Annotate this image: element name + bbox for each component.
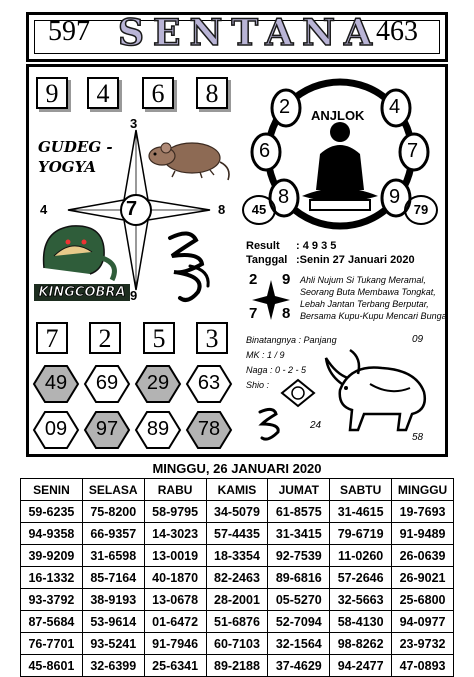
header-left-number: 597 bbox=[48, 16, 90, 47]
table-cell: 79-6719 bbox=[330, 523, 392, 545]
poem-line: Bersama Kupu-Kupu Mencari Bunga. bbox=[300, 311, 450, 321]
table-cell: 14-3023 bbox=[144, 523, 206, 545]
star-center-digit: 7 bbox=[126, 198, 138, 220]
info-line: MK : 1 / 9 bbox=[246, 350, 285, 360]
hexagon-number: 09 bbox=[44, 418, 68, 440]
table-cell: 18-3354 bbox=[206, 545, 268, 567]
table-cell: 32-5663 bbox=[330, 589, 392, 611]
table-cell: 37-4629 bbox=[268, 655, 330, 677]
mini-star-digit: 9 bbox=[282, 271, 291, 288]
mini-star-digit: 2 bbox=[249, 271, 258, 288]
table-cell: 66-9357 bbox=[82, 523, 144, 545]
table-cell: 47-0893 bbox=[392, 655, 454, 677]
table-header-cell: RABU bbox=[144, 479, 206, 501]
table-header-row bbox=[21, 479, 454, 501]
info-line: Naga : 0 - 2 - 5 bbox=[246, 365, 307, 375]
star-right-digit: 8 bbox=[218, 202, 226, 217]
mid-digit-box: 3 bbox=[196, 322, 228, 354]
table-cell: 76-7701 bbox=[21, 633, 83, 655]
table-cell: 60-7103 bbox=[206, 633, 268, 655]
table-cell: 61-8575 bbox=[268, 501, 330, 523]
mini-star-digit: 7 bbox=[249, 305, 258, 322]
table-cell: 23-9732 bbox=[392, 633, 454, 655]
table-cell: 94-0977 bbox=[392, 611, 454, 633]
table-cell: 05-5270 bbox=[268, 589, 330, 611]
mini-star-digit: 8 bbox=[282, 305, 291, 322]
wheel-left-badge: 45 bbox=[242, 195, 276, 225]
hexagon-number: 63 bbox=[197, 372, 221, 394]
table-header-cell: JUMAT bbox=[268, 479, 330, 501]
table-cell: 39-9209 bbox=[21, 545, 83, 567]
info-line: Shio : bbox=[246, 380, 270, 390]
top-digit-box: 8 bbox=[196, 77, 228, 109]
table-cell: 34-5079 bbox=[206, 501, 268, 523]
table-cell: 16-1332 bbox=[21, 567, 83, 589]
star-top-digit: 3 bbox=[130, 116, 138, 131]
table-cell: 31-4615 bbox=[330, 501, 392, 523]
top-digit-box: 9 bbox=[36, 77, 68, 109]
table-row bbox=[21, 545, 454, 567]
result-value: : 4 9 3 5 bbox=[296, 240, 337, 252]
date-value: :Senin 27 Januari 2020 bbox=[296, 254, 415, 266]
table-cell: 75-8200 bbox=[82, 501, 144, 523]
table-cell: 31-3415 bbox=[268, 523, 330, 545]
results-table bbox=[20, 478, 454, 677]
calligraphy-mark-icon bbox=[160, 226, 216, 308]
table-cell: 94-9358 bbox=[21, 523, 83, 545]
table-cell: 26-0639 bbox=[392, 545, 454, 567]
table-row bbox=[21, 523, 454, 545]
table-cell: 13-0019 bbox=[144, 545, 206, 567]
wheel-label: ANJLOK bbox=[311, 108, 365, 123]
table-cell: 31-6598 bbox=[82, 545, 144, 567]
mid-digit-box: 7 bbox=[36, 322, 68, 354]
table-cell: 58-4130 bbox=[330, 611, 392, 633]
table-cell: 25-6800 bbox=[392, 589, 454, 611]
wheel-right-badge: 79 bbox=[404, 195, 438, 225]
table-cell: 57-2646 bbox=[330, 567, 392, 589]
poem-line: Lebah Jantan Terbang Berputar, bbox=[300, 299, 429, 309]
header-right-number: 463 bbox=[376, 16, 418, 47]
table-row bbox=[21, 633, 454, 655]
location-line2: YOGYA bbox=[38, 158, 96, 176]
star-left-digit: 4 bbox=[40, 202, 48, 217]
table-cell: 28-2001 bbox=[206, 589, 268, 611]
table-cell: 89-6816 bbox=[268, 567, 330, 589]
hexagon-number: 29 bbox=[146, 372, 170, 394]
table-row bbox=[21, 501, 454, 523]
date-label: Tanggal bbox=[246, 254, 288, 266]
hexagon-number: 49 bbox=[44, 372, 68, 394]
bull-icon bbox=[320, 344, 438, 434]
brand-title: SENTANA bbox=[118, 12, 381, 54]
table-header-cell: SENIN bbox=[21, 479, 83, 501]
table-title: MINGGU, 26 JANUARI 2020 bbox=[152, 461, 322, 476]
small-calligraphy-icon bbox=[252, 404, 292, 448]
table-cell: 13-0678 bbox=[144, 589, 206, 611]
wheel-digit: 4 bbox=[389, 96, 401, 118]
table-cell: 91-9489 bbox=[392, 523, 454, 545]
table-cell: 40-1870 bbox=[144, 567, 206, 589]
side-number: 58 bbox=[412, 432, 424, 443]
table-row bbox=[21, 567, 454, 589]
table-cell: 91-7946 bbox=[144, 633, 206, 655]
table-cell: 45-8601 bbox=[21, 655, 83, 677]
wheel-digit: 8 bbox=[278, 186, 290, 208]
info-line: Binatangnya : Panjang bbox=[246, 335, 337, 345]
table-header-cell: SELASA bbox=[82, 479, 144, 501]
table-cell: 11-0260 bbox=[330, 545, 392, 567]
side-number: 24 bbox=[310, 420, 322, 431]
table-cell: 19-7693 bbox=[392, 501, 454, 523]
top-digit-box: 4 bbox=[87, 77, 119, 109]
table-cell: 92-7539 bbox=[268, 545, 330, 567]
hexagon-number: 78 bbox=[197, 418, 221, 440]
table-row bbox=[21, 589, 454, 611]
table-cell: 38-9193 bbox=[82, 589, 144, 611]
location-line1: GUDEG - bbox=[38, 138, 113, 156]
table-cell: 57-4435 bbox=[206, 523, 268, 545]
result-label: Result bbox=[246, 240, 280, 252]
wheel-digit: 7 bbox=[407, 140, 419, 162]
table-cell: 53-9614 bbox=[82, 611, 144, 633]
table-cell: 98-8262 bbox=[330, 633, 392, 655]
table-row bbox=[21, 655, 454, 677]
table-cell: 58-9795 bbox=[144, 501, 206, 523]
poem-line: Ahli Nujum Si Tukang Meramal, bbox=[300, 275, 426, 285]
wheel-digit: 2 bbox=[279, 96, 291, 118]
table-header-cell: KAMIS bbox=[206, 479, 268, 501]
poem-line: Seorang Buta Membawa Tongkat, bbox=[300, 287, 436, 297]
kingcobra-label: KINGCOBRA bbox=[34, 284, 130, 301]
table-cell: 85-7164 bbox=[82, 567, 144, 589]
table-cell: 51-6876 bbox=[206, 611, 268, 633]
table-cell: 01-6472 bbox=[144, 611, 206, 633]
table-header-cell: MINGGU bbox=[392, 479, 454, 501]
table-cell: 25-6341 bbox=[144, 655, 206, 677]
table-cell: 82-2463 bbox=[206, 567, 268, 589]
table-cell: 94-2477 bbox=[330, 655, 392, 677]
hexagon-number: 89 bbox=[146, 418, 170, 440]
table-header-cell: SABTU bbox=[330, 479, 392, 501]
wheel-digit: 9 bbox=[389, 186, 401, 208]
side-number: 09 bbox=[412, 334, 424, 345]
table-cell: 93-3792 bbox=[21, 589, 83, 611]
table-row bbox=[21, 611, 454, 633]
hexagon-number: 69 bbox=[95, 372, 119, 394]
mid-digit-box: 2 bbox=[89, 322, 121, 354]
table-cell: 93-5241 bbox=[82, 633, 144, 655]
table-cell: 52-7094 bbox=[268, 611, 330, 633]
table-cell: 89-2188 bbox=[206, 655, 268, 677]
table-cell: 26-9021 bbox=[392, 567, 454, 589]
mid-digit-box: 5 bbox=[143, 322, 175, 354]
hexagon-number: 97 bbox=[95, 418, 119, 440]
table-cell: 32-6399 bbox=[82, 655, 144, 677]
table-cell: 32-1564 bbox=[268, 633, 330, 655]
cobra-logo-icon bbox=[32, 218, 132, 288]
table-cell: 59-6235 bbox=[21, 501, 83, 523]
wheel-digit: 6 bbox=[259, 140, 271, 162]
top-digit-box: 6 bbox=[142, 77, 174, 109]
star-bottom-digit: 9 bbox=[130, 288, 138, 303]
table-cell: 87-5684 bbox=[21, 611, 83, 633]
